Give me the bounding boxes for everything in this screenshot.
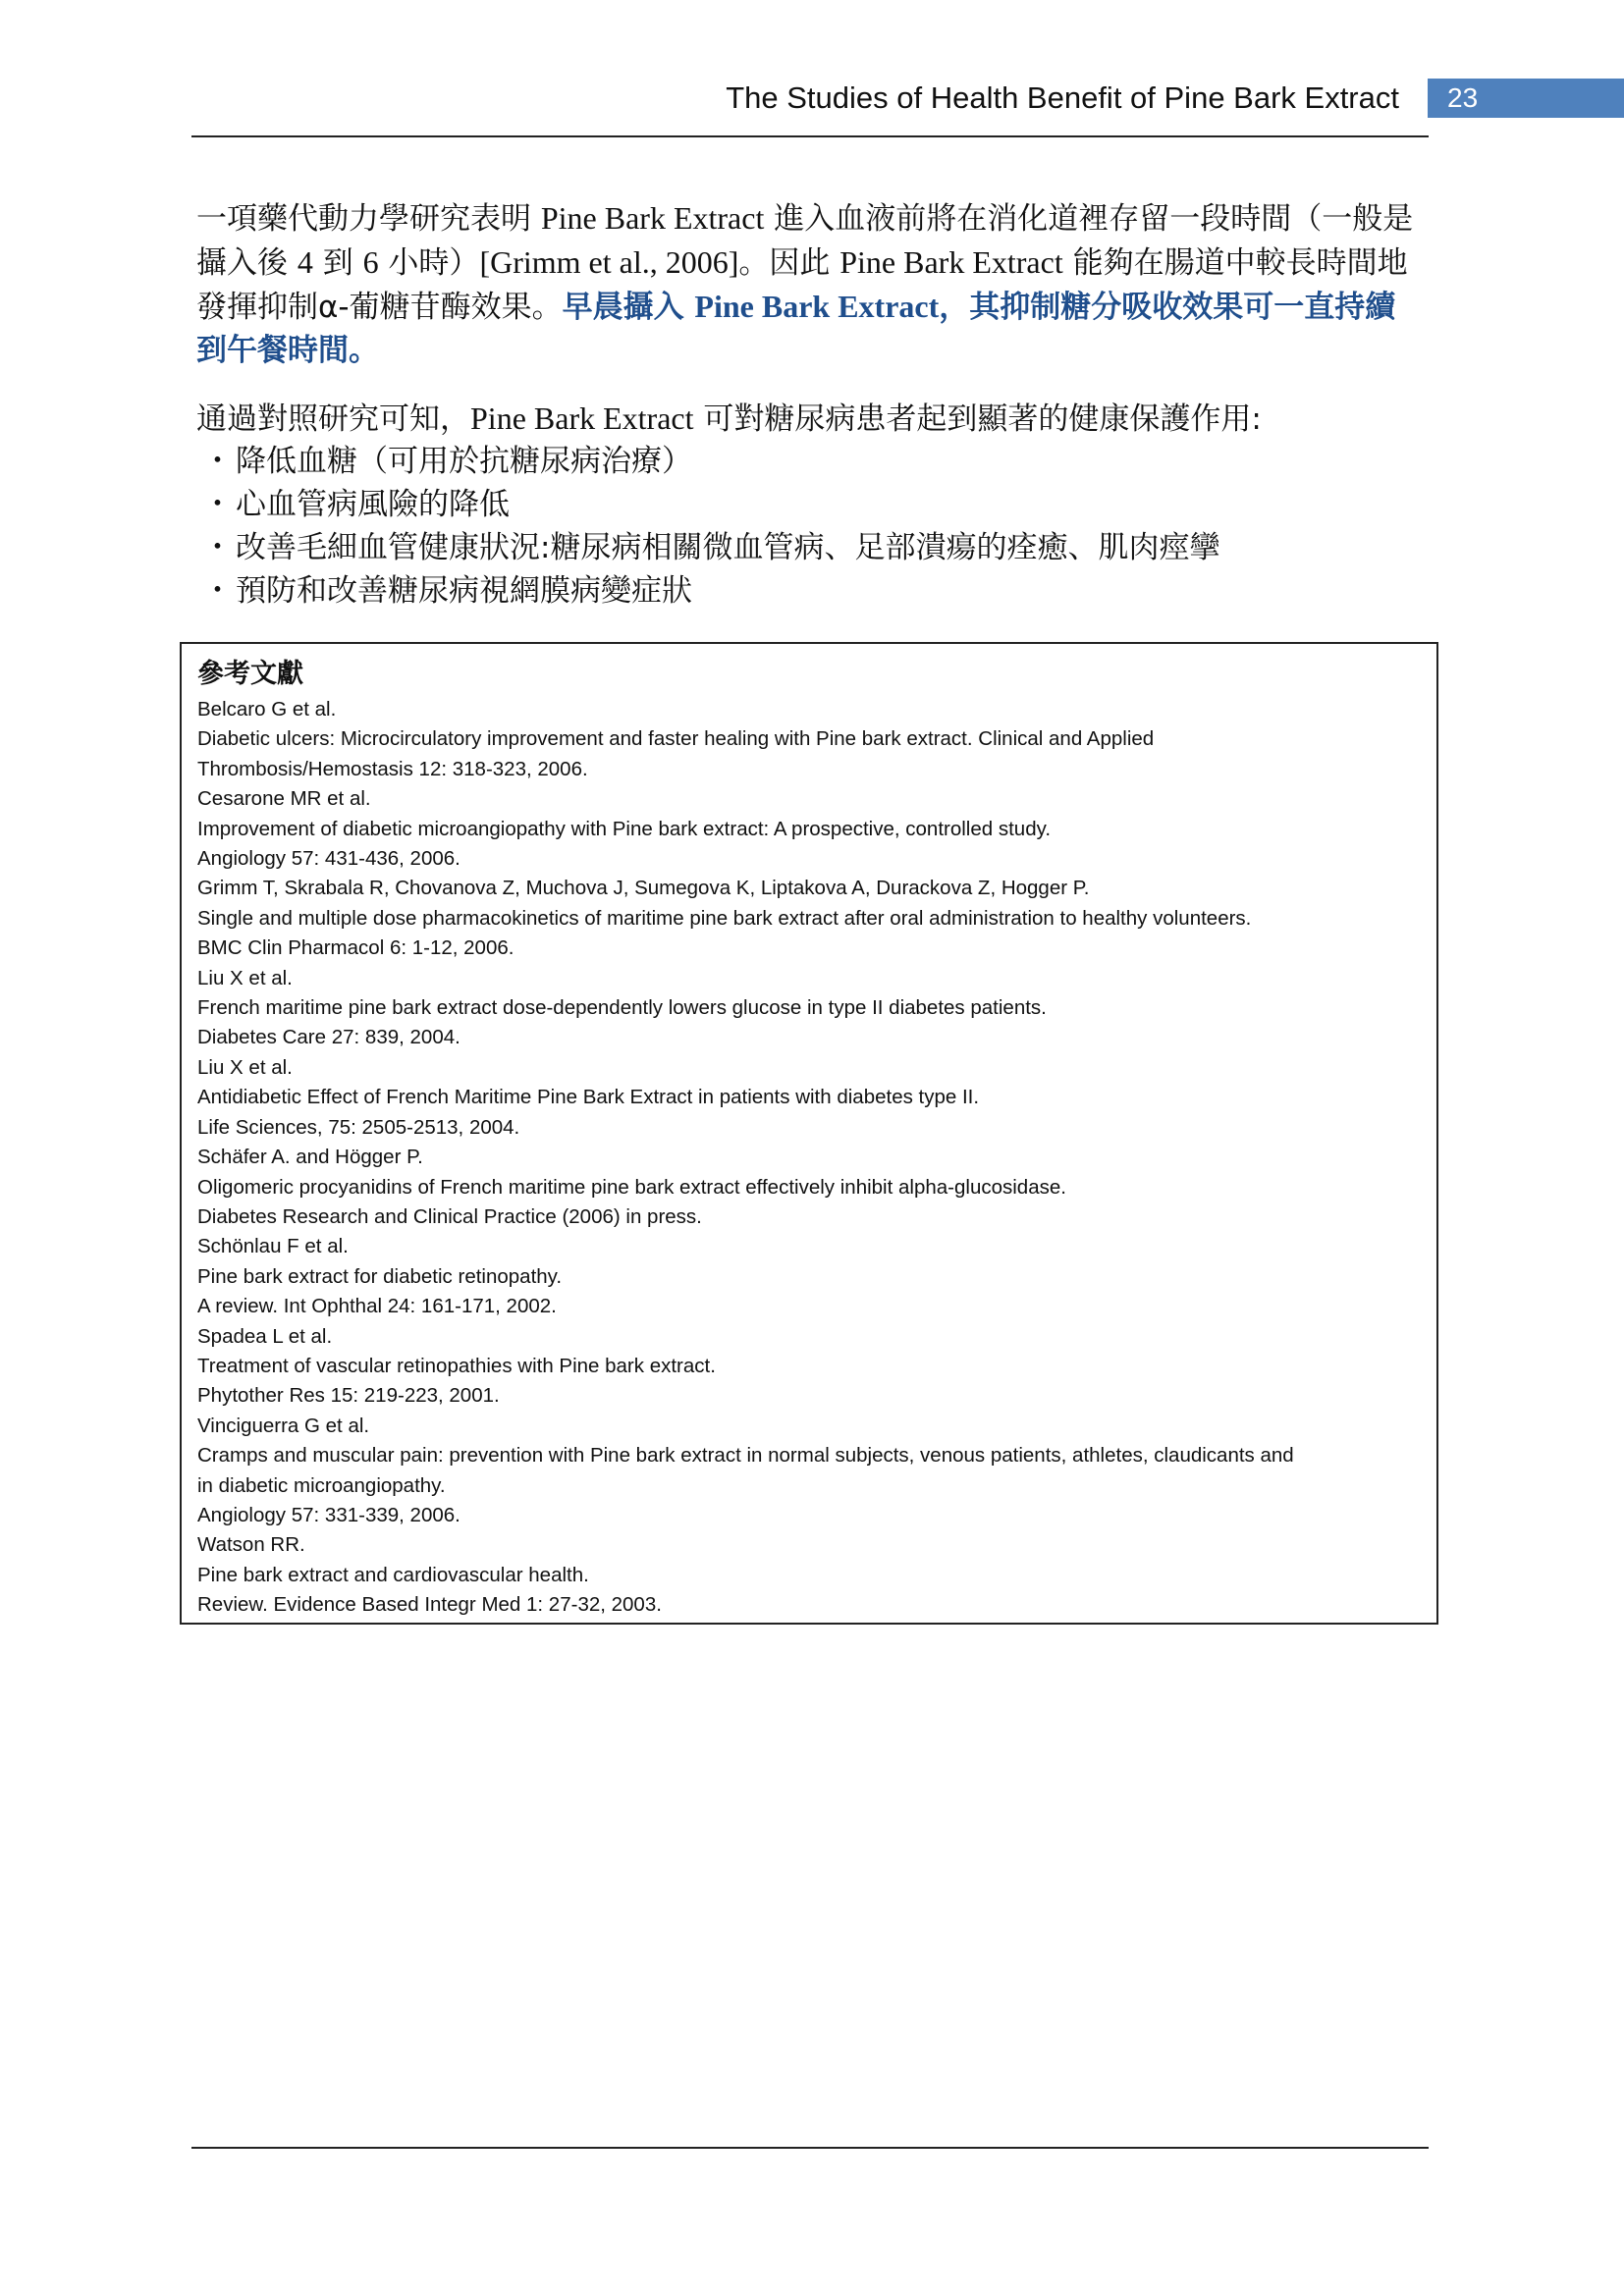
reference-line: Life Sciences, 75: 2505-2513, 2004. (197, 1115, 520, 1139)
bullet-marker: ・ (202, 444, 233, 479)
reference-line: Phytother Res 15: 219-223, 2001. (197, 1384, 500, 1408)
reference-line: Pine bark extract and cardiovascular health. (197, 1563, 589, 1586)
reference-line: Belcaro G et al. (197, 698, 337, 721)
reference-line: Review. Evidence Based Integr Med 1: 27-32, 2003. (197, 1593, 662, 1617)
benefits-list (196, 440, 1424, 613)
references-title: 參考文獻 (197, 659, 303, 689)
p1-hours-end: 6 (362, 244, 379, 280)
p2-text-1: 通過對照研究可知， (196, 401, 470, 437)
p1-highlight-1: 早晨攝入 (562, 290, 695, 325)
reference-line: Cesarone MR et al. (197, 787, 371, 811)
p1-text-3: 到 (312, 245, 363, 281)
header-divider (191, 135, 1429, 137)
reference-line: Pine bark extract for diabetic retinopathy. (197, 1264, 563, 1288)
list-item-text: 心血管病風險的降低 (236, 487, 510, 522)
list-item (196, 440, 1424, 483)
p1-product-name-1: Pine Bark Extract (540, 200, 765, 236)
reference-line: Cramps and muscular pain: prevention with Pine bark extract in normal subjects, venous patients, athletes, claudicants and (197, 1444, 1294, 1468)
reference-line: Grimm T, Skrabala R, Chovanova Z, Muchova J, Sumegova K, Liptakova A, Durackova Z, Hogger P. (197, 877, 1090, 900)
p1-text-2: 進入血液前將在消化道裡存留一段時間（一般是攝入後 (196, 201, 1414, 281)
list-item-text: 改善毛細血管健康狀況:糖尿病相關微血管病、足部潰瘍的痊癒、肌肉痙攣 (236, 530, 1220, 565)
reference-line: Watson RR. (197, 1533, 305, 1557)
reference-line: French maritime pine bark extract dose-dependently lowers glucose in type II diabetes patients. (197, 996, 1047, 1020)
reference-line: Oligomeric procyanidins of French maritime pine bark extract effectively inhibit alpha-glucosidase. (197, 1175, 1066, 1199)
list-item-text: 預防和改善糖尿病視網膜病變症狀 (236, 573, 692, 609)
reference-line: Schäfer A. and Högger P. (197, 1146, 423, 1169)
reference-line: Angiology 57: 331-339, 2006. (197, 1503, 460, 1526)
header-title: The Studies of Health Benefit of Pine Bark Extract (726, 80, 1399, 115)
reference-line: Liu X et al. (197, 966, 293, 989)
bullet-marker: ・ (202, 487, 233, 522)
list-item-text: 降低血糖（可用於抗糖尿病治療） (236, 444, 692, 479)
reference-line: BMC Clin Pharmacol 6: 1-12, 2006. (197, 936, 514, 960)
reference-line: Single and multiple dose pharmacokinetics of maritime pine bark extract after oral administration to healthy volunteers. (197, 906, 1252, 930)
bullet-marker: ・ (202, 573, 233, 609)
p1-text-4: 小時） (378, 245, 480, 281)
references-list (197, 695, 1436, 1621)
reference-line: Diabetes Research and Clinical Practice (2006) in press. (197, 1204, 702, 1228)
list-item (196, 483, 1424, 526)
p1-hours-start: 4 (297, 244, 313, 280)
p1-text-6: 能夠在腸道中較長時間地發揮抑制α-葡糖苷酶效果。 (196, 245, 1408, 325)
reference-line: Thrombosis/Hemostasis 12: 318-323, 2006. (197, 757, 588, 780)
p1-highlight-2: ，其抑制糖分吸收效果可一直持續到午餐時間。 (196, 290, 1396, 368)
footer-divider (191, 2147, 1429, 2149)
reference-line: Schönlau F et al. (197, 1235, 349, 1258)
p1-product-name-2: Pine Bark Extract (839, 244, 1063, 280)
reference-line: Improvement of diabetic microangiopathy with Pine bark extract: A prospective, controlled study. (197, 817, 1052, 840)
p1-text-1: 一項藥代動力學研究表明 (196, 201, 541, 237)
reference-line: Angiology 57: 431-436, 2006. (197, 847, 460, 871)
reference-line: Treatment of vascular retinopathies with Pine bark extract. (197, 1354, 716, 1377)
p2-text-2: 可對糖尿病患者起到顯著的健康保護作用: (693, 401, 1262, 437)
reference-line: Liu X et al. (197, 1055, 293, 1079)
p1-citation: [Grimm et al., 2006] (479, 244, 739, 280)
reference-line: Antidiabetic Effect of French Maritime Pine Bark Extract in patients with diabetes type II. (197, 1086, 980, 1109)
benefits-intro (196, 397, 1424, 441)
list-item (196, 526, 1424, 569)
p2-product-name: Pine Bark Extract (470, 400, 694, 436)
reference-line: A review. Int Ophthal 24: 161-171, 2002. (197, 1295, 557, 1318)
intro-paragraph (196, 196, 1424, 372)
page-number: 23 (1428, 79, 1624, 118)
page-header (191, 75, 1429, 137)
reference-line: in diabetic microangiopathy. (197, 1473, 446, 1497)
list-item (196, 569, 1424, 613)
p1-highlight-product: Pine Bark Extract (694, 289, 940, 324)
reference-line: Spadea L et al. (197, 1324, 333, 1348)
reference-line: Diabetic ulcers: Microcirculatory improvement and faster healing with Pine bark extract. Clinical and Applied (197, 727, 1155, 751)
p1-text-5: 。因此 (738, 245, 840, 281)
bullet-marker: ・ (202, 530, 233, 565)
reference-line: Diabetes Care 27: 839, 2004. (197, 1026, 460, 1049)
references-box (180, 642, 1438, 1625)
reference-line: Vinciguerra G et al. (197, 1414, 370, 1437)
